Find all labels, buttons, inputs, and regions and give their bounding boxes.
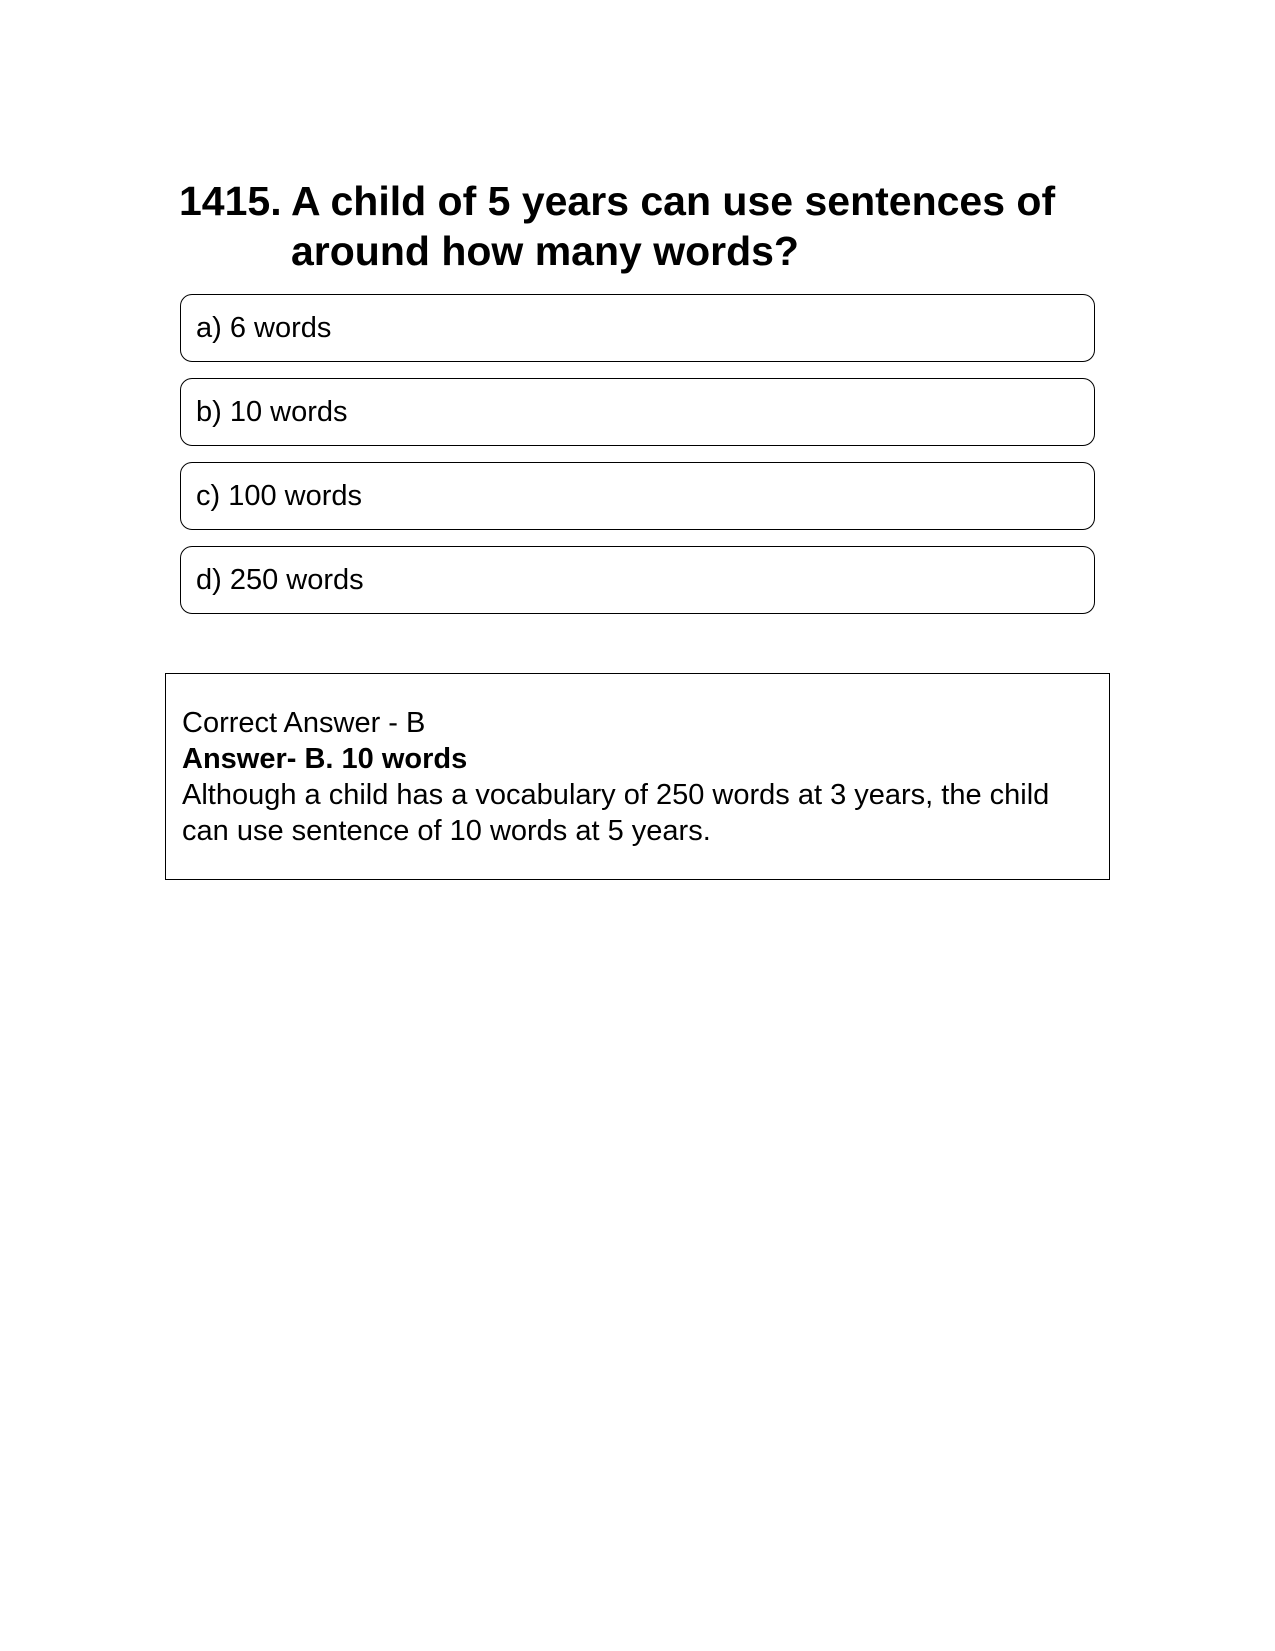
answer-options [180, 294, 1095, 630]
answer-explanation-box [165, 673, 1110, 880]
question-number: 1415. [179, 178, 282, 224]
answer-explanation: Although a child has a vocabulary of 250 words at 3 years, the child can use sentence of 10 words at 5 years. [182, 779, 1050, 847]
question-text: A child of 5 years can use sentences of around how many words? [291, 178, 1056, 274]
option-b[interactable]: b) 10 words [180, 378, 1095, 446]
option-a[interactable]: a) 6 words [180, 294, 1095, 362]
answer-heading: Answer- B. 10 words [182, 743, 468, 775]
correct-answer-line: Correct Answer - B [182, 707, 426, 739]
question-heading [179, 176, 1099, 276]
option-d[interactable]: d) 250 words [180, 546, 1095, 614]
option-c[interactable]: c) 100 words [180, 462, 1095, 530]
